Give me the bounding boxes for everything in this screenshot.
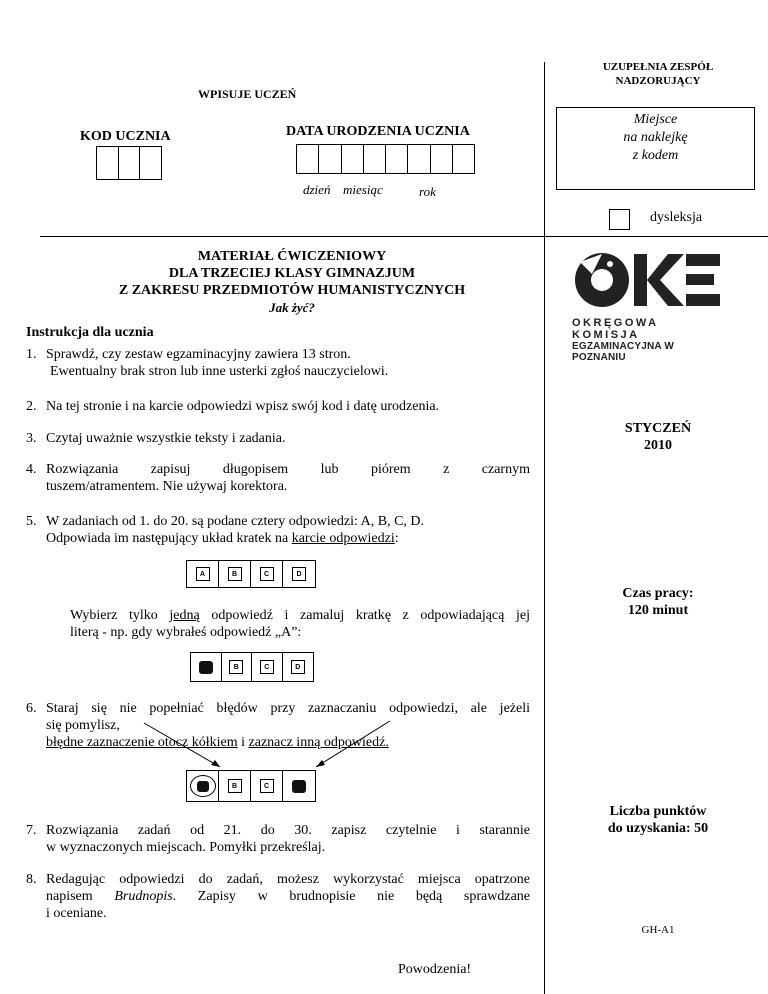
answer-box-b: B [228,567,242,581]
year-label: rok [419,184,436,199]
answer-box-d: D [291,660,305,674]
oke-logo: OKRĘGOWA KOMISJA EGZAMINACYJNA W POZNANIU [572,250,722,363]
student-label: WPISUJE UCZEŃ [198,87,297,101]
instruction-8: 8. Redagując odpowiedzi do zadań, możesz wykorzystać miejsca opatrzone napisem Brudnopis. Zapisy w brudnopisie nie będą sprawdzane i oceniane. [26,872,530,921]
instruction-3: 3. Czytaj uważnie wszystkie teksty i zadania. [26,431,286,446]
instruction-5: 5. W zadaniach od 1. do 20. są podane cztery odpowiedzi: A, B, C, D. Odpowiada im następujący układ kratek na karcie odpowiedzi: [26,514,425,546]
date-box[interactable] [386,145,408,173]
date-box[interactable] [408,145,430,173]
answer-box-d: D [292,567,306,581]
sticker-box: Miejsce na naklejkę z kodem [556,107,755,190]
date-box[interactable] [342,145,364,173]
circled-mark [190,775,216,797]
month-label: miesiąc [343,182,383,197]
filled-box-d [292,780,306,793]
instruction-1: 1. Sprawdź, czy zestaw egzaminacyjny zawiera 13 stron. Ewentualny brak stron lub inne usterki zgłoś nauczycielowi. [26,347,389,379]
date-box[interactable] [319,145,341,173]
committee-label: UZUPEŁNIA ZESPÓŁ NADZORUJĄCY [602,61,714,87]
oke-logo-mark [572,250,722,310]
code-box[interactable] [140,147,161,179]
instructions-heading: Instrukcja dla ucznia [26,325,154,340]
vertical-divider [544,62,545,994]
answer-box-c: C [260,660,274,674]
dyslexia-checkbox[interactable] [609,209,630,230]
good-luck-text: Powodzenia! [398,962,472,977]
answer-box-c: C [260,779,274,793]
day-label: dzień [303,182,331,197]
subtitle: Jak żyć? [269,300,315,315]
horizontal-divider [40,236,768,237]
exam-date: STYCZEŃ 2010 [624,421,692,453]
exam-code: GH-A1 [641,924,675,936]
max-points: Liczba punktów do uzyskania: 50 [607,804,709,836]
dyslexia-label: dysleksja [650,210,703,225]
date-box[interactable] [364,145,386,173]
answer-box-b: B [228,779,242,793]
birth-date-boxes[interactable] [296,144,475,174]
student-code-label: KOD UCZNIA [80,129,171,144]
page-title: MATERIAŁ ĆWICZENIOWY DLA TRZECIEJ KLASY GIMNAZJUM Z ZAKRESU PRZEDMIOTÓW HUMANISTYCZNYCH Jak żyć? [40,248,544,316]
exam-duration: Czas pracy: 120 minut [622,586,694,618]
date-box[interactable] [431,145,453,173]
instruction-5-cont: Wybierz tylko jedną odpowiedź i zamaluj kratkę z odpowiadającą jej literą - np. gdy wybrałeś odpowiedź „A”: [70,608,530,640]
answer-grid-correction-example [186,770,316,802]
code-box[interactable] [97,147,119,179]
instruction-6: 6. Staraj się nie popełniać błędów przy zaznaczaniu odpowiedzi, ale jeżeli się pomylisz, błędne zaznaczenie otocz kółkiem i zaznacz inną odpowiedź. [26,701,530,750]
answer-grid-filled-example [190,652,314,682]
date-box[interactable] [453,145,474,173]
birth-date-label: DATA URODZENIA UCZNIA [286,124,470,139]
instruction-7: 7. Rozwiązania zadań od 21. do 30. zapisz czytelnie i starannie w wyznaczonych miejscach. Pomyłki przekreślaj. [26,823,530,855]
student-code-boxes[interactable] [96,146,162,180]
instruction-2: 2. Na tej stronie i na karcie odpowiedzi wpisz swój kod i datę urodzenia. [26,399,440,414]
answer-box-c: C [260,567,274,581]
answer-grid-example [186,560,316,588]
answer-box-a: A [196,567,210,581]
code-box[interactable] [119,147,141,179]
instruction-4: 4. Rozwiązania zapisuj długopisem lub piórem z czarnym tuszem/atramentem. Nie używaj korektora. [26,462,530,494]
filled-box-a [199,661,213,674]
date-box[interactable] [297,145,319,173]
answer-box-b: B [229,660,243,674]
